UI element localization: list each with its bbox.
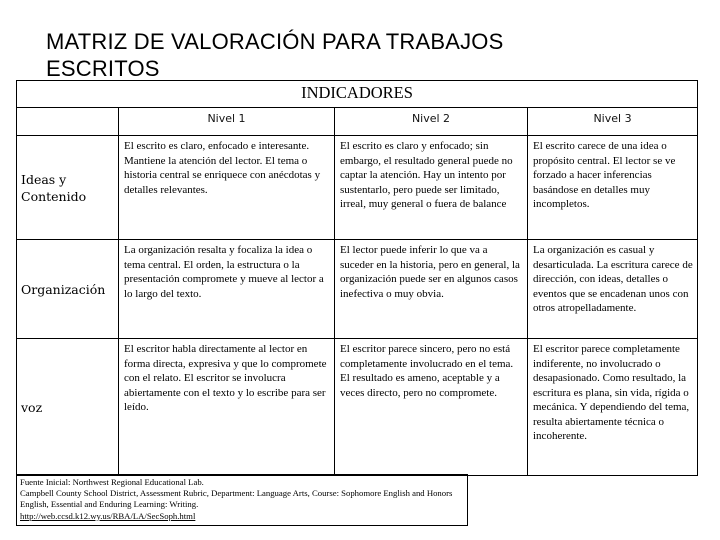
source-box — [16, 474, 468, 526]
rubric-table — [16, 80, 698, 476]
cell-voz-level-1: El escritor habla directamente al lector en forma directa, expresiva y que lo compromete con el relato. El escritor se involucra abiertamente con el texto y lo escribe para ser leído. — [119, 339, 335, 476]
level-1-header: Nivel 1 — [119, 108, 335, 136]
cell-voz-level-3: El escritor parece completamente indiferente, no involucrado o desapasionado. Como resultado, la escritura es plana, sin vida, rígida o mecánica. Y dependiendo del tema, resulta abiertamente técnica o incoherente. — [528, 339, 698, 476]
cell-organizacion-level-1: La organización resalta y focaliza la idea o tema central. El orden, la estructura o la presentación compromete y mueve al lector a lo largo del texto. — [119, 240, 335, 339]
source-line-1: Fuente Inicial: Northwest Regional Educational Lab. — [20, 477, 204, 487]
cell-organizacion-level-2: El lector puede inferir lo que va a suceder en la historia, pero en general, la organización puede ser en algunos casos inefectiva o muy obvia. — [335, 240, 528, 339]
table-row — [17, 136, 698, 240]
cell-ideas-level-1: El escrito es claro, enfocado e interesante. Mantiene la atención del lector. El tema o historia central se enriquece con anécdotas y detalles relevantes. — [119, 136, 335, 240]
empty-corner-cell — [17, 108, 119, 136]
row-label-ideas: Ideas y Contenido — [17, 136, 119, 240]
cell-organizacion-level-3: La organización es casual y desarticulada. La escritura carece de dirección, con ideas, detalles o eventos que se encadenan unos con otros atropelladamente. — [528, 240, 698, 339]
level-2-header: Nivel 2 — [335, 108, 528, 136]
level-3-header: Nivel 3 — [528, 108, 698, 136]
page-title: MATRIZ DE VALORACIÓN PARA TRABAJOS ESCRITOS — [46, 29, 504, 81]
row-label-voz: voz — [17, 339, 119, 476]
levels-header-row — [17, 108, 698, 136]
source-line-2: Campbell County School District, Assessment Rubric, Department: Language Arts, Course: Sophomore English and Honors English, Essential and Enduring Learning: Writing. — [20, 488, 453, 510]
indicators-header: INDICADORES — [17, 81, 698, 108]
cell-ideas-level-2: El escrito es claro y enfocado; sin embargo, el resultado general puede no captar la atención. Hay un intento por sustentarlo, pero puede ser limitado, irreal, muy general o fuera de balance — [335, 136, 528, 240]
cell-ideas-level-3: El escrito carece de una idea o propósito central. El lector se ve forzado a hacer inferencias basándose en detalles muy incompletos. — [528, 136, 698, 240]
table-row — [17, 339, 698, 476]
table-row — [17, 240, 698, 339]
indicators-header-row — [17, 81, 698, 108]
source-link[interactable]: http://web.ccsd.k12.wy.us/RBA/LA/SecSoph.html — [20, 510, 196, 521]
cell-voz-level-2: El escritor parece sincero, pero no está completamente involucrado en el tema. El resultado es ameno, aceptable y a veces directo, pero no compromete. — [335, 339, 528, 476]
row-label-organizacion: Organización — [17, 240, 119, 339]
